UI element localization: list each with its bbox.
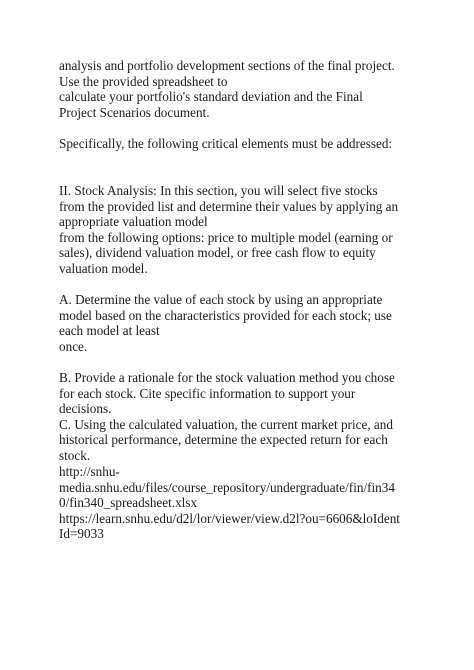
spreadsheet-url-line: http://snhu- bbox=[59, 464, 120, 479]
text-line: from the following options: price to multiple model (earning or bbox=[59, 229, 393, 245]
text-line: Specifically, the following critical elements must be addressed: bbox=[59, 136, 393, 151]
text-line: analysis and portfolio development sections of the final project. bbox=[59, 58, 395, 73]
text-line: B. Provide a rationale for the stock valuation method you chose bbox=[59, 370, 395, 385]
text-line: stock. bbox=[59, 447, 91, 463]
text-line: C. Using the calculated valuation, the current market price, and bbox=[59, 416, 393, 432]
text-line: Project Scenarios document. bbox=[59, 104, 210, 120]
spreadsheet-url-line: media.snhu.edu/files/course_repository/undergraduate/fin/fin34 bbox=[59, 479, 395, 495]
stock-analysis-paragraph bbox=[59, 183, 439, 277]
intro-paragraph bbox=[59, 58, 439, 120]
text-line: decisions. bbox=[59, 401, 112, 417]
critical-elements-paragraph bbox=[59, 136, 439, 152]
text-line: from the provided list and determine their values by applying an bbox=[59, 198, 399, 214]
text-line: A. Determine the value of each stock by using an appropriate bbox=[59, 292, 383, 307]
item-b-c-paragraph bbox=[59, 370, 439, 464]
text-line: sales), dividend valuation model, or free cash flow to equity bbox=[59, 245, 376, 261]
text-line: valuation model. bbox=[59, 260, 148, 276]
links-paragraph bbox=[59, 464, 439, 542]
text-line: historical performance, determine the expected return for each bbox=[59, 432, 388, 448]
text-line: Use the provided spreadsheet to bbox=[59, 73, 228, 89]
text-line: for each stock. Cite specific information to support your bbox=[59, 385, 356, 401]
text-line: once. bbox=[59, 338, 88, 354]
text-line: model based on the characteristics provided for each stock; use bbox=[59, 307, 392, 323]
scenarios-url-line: https://learn.snhu.edu/d2l/lor/viewer/view.d2l?ou=6606&loIdent bbox=[59, 510, 400, 526]
item-a-paragraph bbox=[59, 292, 439, 354]
text-line: calculate your portfolio's standard deviation and the Final bbox=[59, 89, 363, 105]
scenarios-url-line: Id=9033 bbox=[59, 526, 104, 542]
spreadsheet-url-line: 0/fin340_spreadsheet.xlsx bbox=[59, 495, 198, 511]
text-line: II. Stock Analysis: In this section, you will select five stocks bbox=[59, 183, 378, 198]
text-line: appropriate valuation model bbox=[59, 214, 208, 230]
text-line: each model at least bbox=[59, 323, 160, 339]
